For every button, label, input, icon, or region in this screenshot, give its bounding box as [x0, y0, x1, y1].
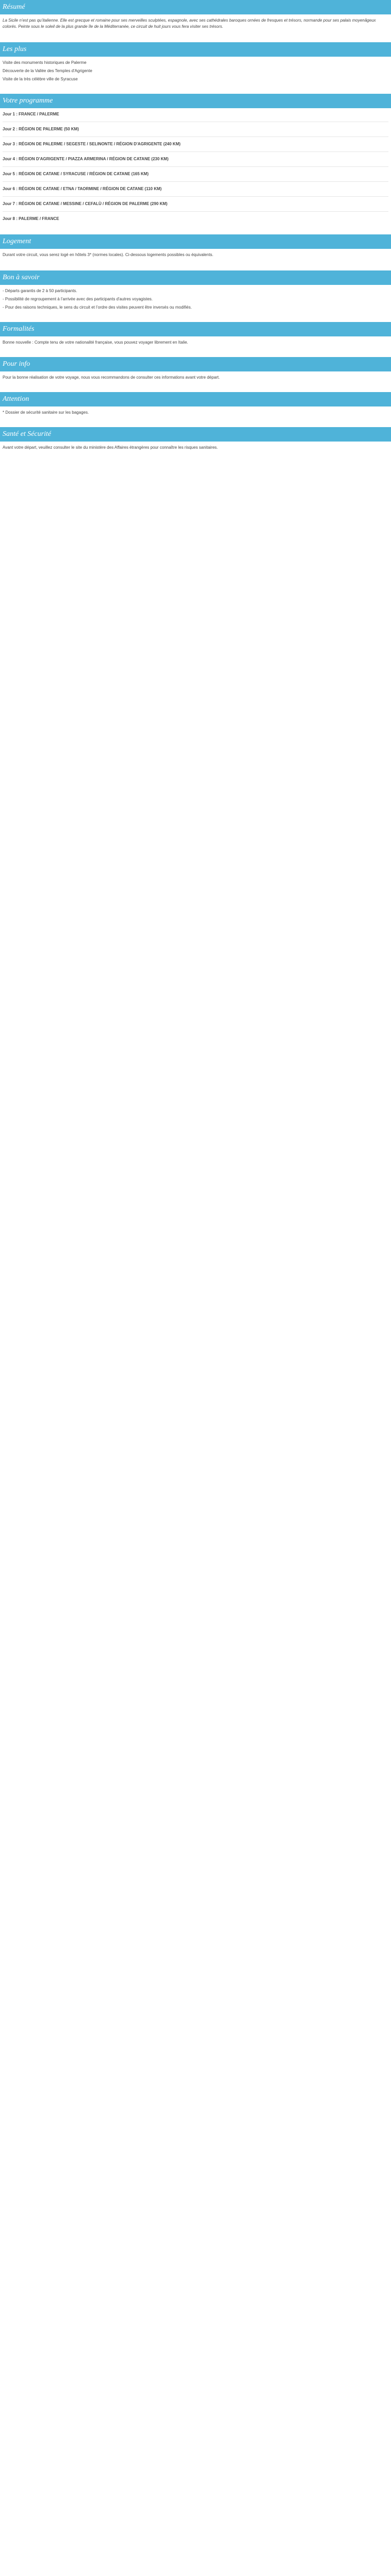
day-title: Jour 4 : RÉGION D'AGRIGENTE / PIAZZA ARMERINA / RÉGION DE CATANE (230 KM) — [3, 157, 169, 161]
page — [0, 0, 391, 456]
section-programme — [0, 94, 391, 227]
list-item: Pour la bonne réalisation de votre voyage, nous vous recommandons de consulter ces informations avant votre départ. — [3, 375, 220, 380]
section-resume — [0, 0, 391, 35]
section-title-logement: Logement — [0, 234, 391, 249]
section-title-sante-securite: Santé et Sécurité — [0, 427, 391, 442]
section-title-attention: Attention — [0, 392, 391, 406]
list-item: Visite des monuments historiques de Palerme — [3, 60, 87, 65]
section-title-les-plus: Les plus — [0, 42, 391, 57]
section-bon-a-savoir — [0, 270, 391, 315]
section-title-bon-a-savoir: Bon à savoir — [0, 270, 391, 285]
divider — [3, 196, 388, 197]
section-title-resume: Résumé — [0, 0, 391, 14]
divider — [3, 151, 388, 152]
day-title: Jour 8 : PALERME / FRANCE — [3, 216, 59, 221]
section-title-pour-info: Pour info — [0, 357, 391, 371]
day-title: Jour 2 : RÉGION DE PALERME (50 KM) — [3, 127, 79, 131]
sante-text: Avant votre départ, veuillez consulter le site du ministère des Affaires étrangères pour connaître les risques sanitaires. — [3, 445, 218, 450]
list-item: - Possibilité de regroupement à l’arrivée avec des participants d'autres voyagistes. — [3, 297, 153, 301]
section-les-plus — [0, 42, 391, 87]
day-title: Jour 3 : RÉGION DE PALERME / SEGESTE / SELINONTE / RÉGION D'AGRIGENTE (240 KM) — [3, 142, 181, 146]
section-title-programme: Votre programme — [0, 94, 391, 108]
day-title: Jour 5 : RÉGION DE CATANE / SYRACUSE / RÉGION DE CATANE (165 KM) — [3, 172, 149, 176]
resume-text: La Sicile n’est pas qu’italienne. Elle est grecque et romaine pour ses merveilles sculptées, espagnole, avec ses cathédrales baroques ornées de fresques et trésors, normande pour ses palais moyenâgeux colorés. Peinte sous le soleil de la plus grande île de la Méditerranée, ce circuit de huit jours vous fera visiter ses trésors. — [3, 18, 376, 29]
section-pour-info — [0, 357, 391, 385]
section-attention — [0, 392, 391, 420]
divider — [3, 166, 388, 167]
section-title-formalites: Formalités — [0, 322, 391, 336]
list-item: - Pour des raisons techniques, le sens du circuit et l’ordre des visites peuvent être inversés ou modifiés. — [3, 305, 192, 310]
divider — [3, 181, 388, 182]
section-sante-securite — [0, 427, 391, 456]
divider — [3, 211, 388, 212]
section-logement — [0, 234, 391, 263]
day-title: Jour 1 : FRANCE / PALERME — [3, 112, 59, 116]
list-item: * Dossier de sécurité sanitaire sur les bagages. — [3, 410, 89, 415]
list-item: Bonne nouvelle : Compte tenu de votre nationalité française, vous pouvez voyager librement en Italie. — [3, 340, 188, 345]
list-item: Visite de la très célèbre ville de Syracuse — [3, 77, 78, 81]
list-item: Découverte de la Vallée des Temples d'Agrigente — [3, 69, 92, 73]
section-formalites — [0, 322, 391, 350]
day-title: Jour 6 : RÉGION DE CATANE / ETNA / TAORMINE / RÉGION DE CATANE (110 KM) — [3, 187, 162, 191]
logement-text: Durant votre circuit, vous serez logé en hôtels 3* (normes locales). Ci-dessous logements possibles ou équivalents. — [3, 252, 214, 257]
list-item: - Départs garantis de 2 à 50 participants. — [3, 289, 77, 293]
day-title: Jour 7 : RÉGION DE CATANE / MESSINE / CEFALÙ / RÉGION DE PALERME (290 KM) — [3, 201, 168, 206]
